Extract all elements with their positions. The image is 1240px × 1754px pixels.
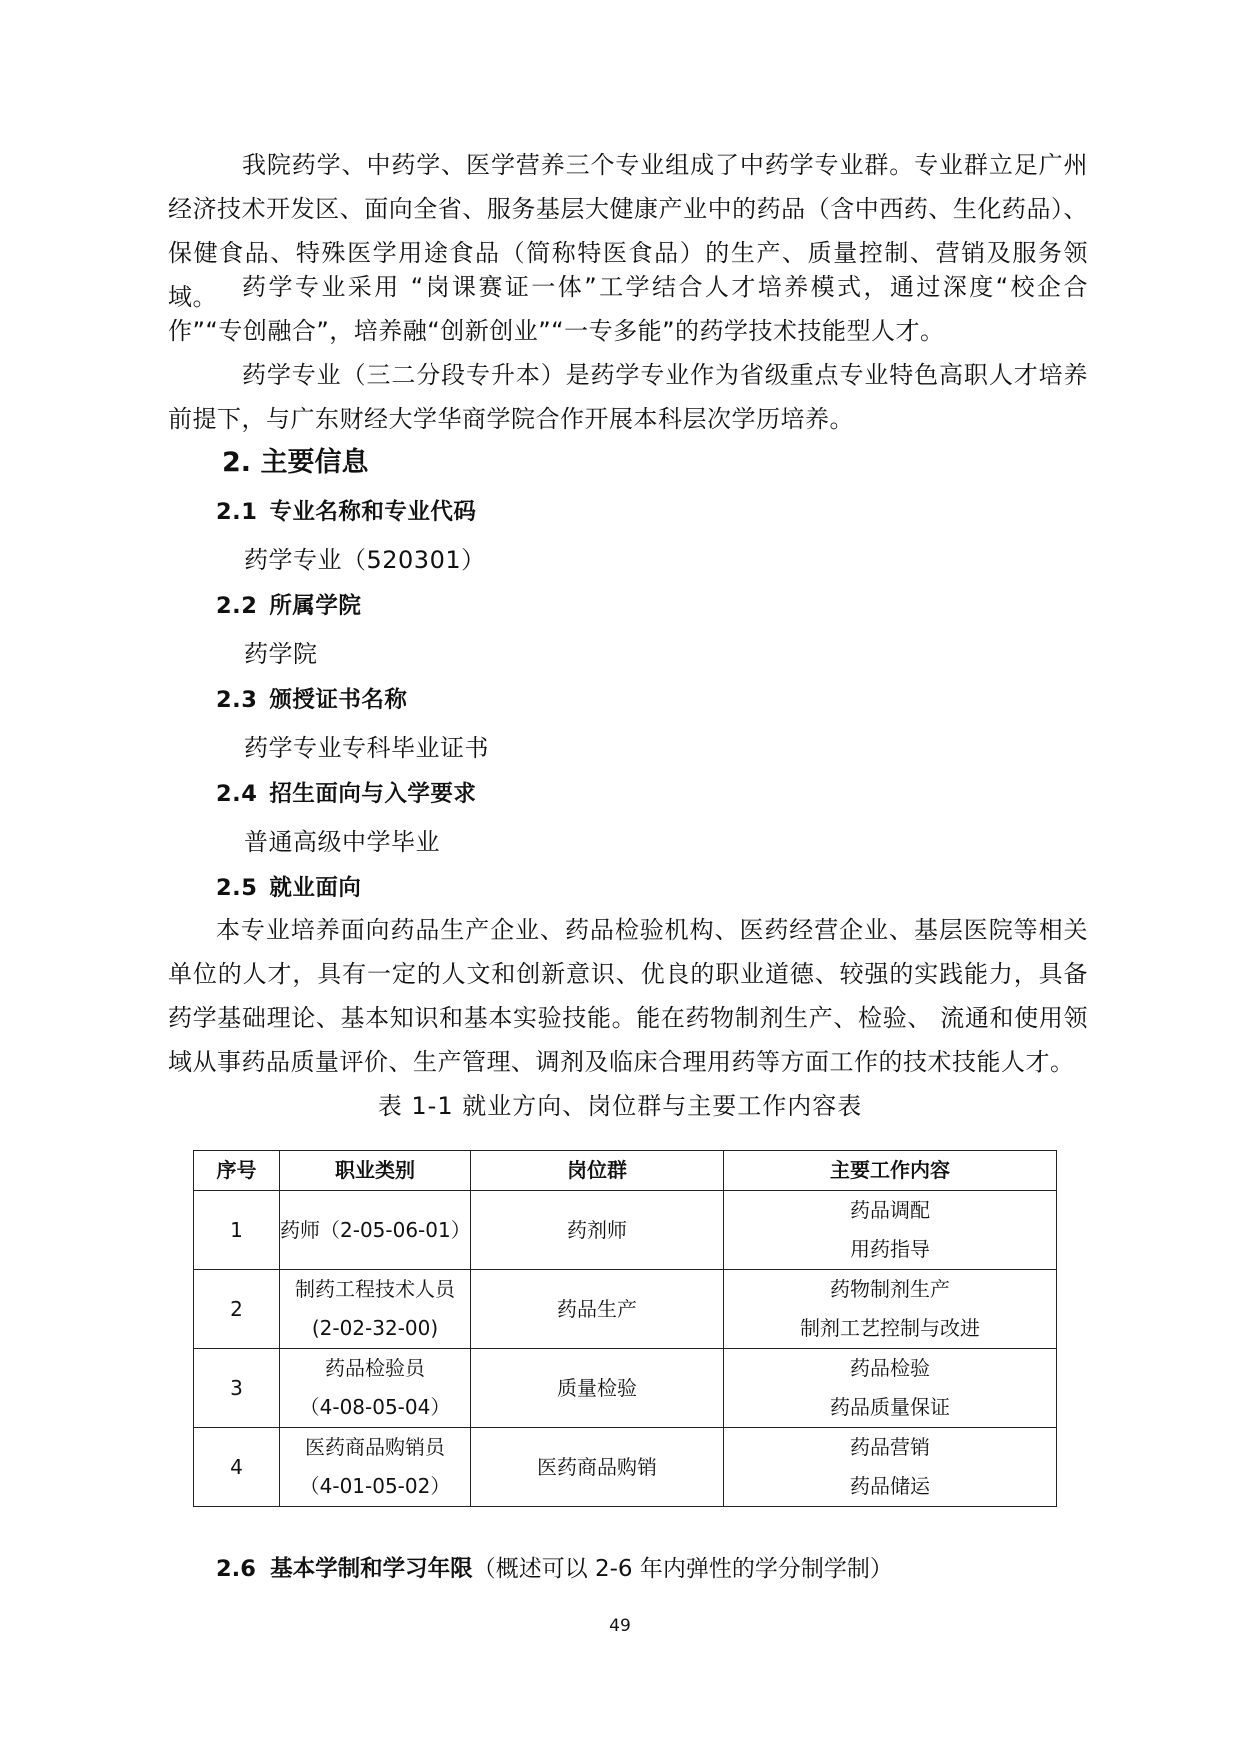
section-title: 专业名称和专业代码 (269, 499, 477, 525)
cell-work (724, 1270, 1057, 1349)
section-number: 2.5 (216, 875, 258, 901)
category-code: （4-01-05-02） (299, 1474, 451, 1498)
major-name-code: 药学专业（520301） (244, 546, 486, 574)
section-2-4-heading (216, 776, 476, 808)
section-2-5-heading (216, 870, 361, 902)
category-code: (2-02-32-00) (311, 1316, 439, 1340)
section-number: 2.1 (216, 499, 258, 525)
section-number: 2.3 (216, 687, 258, 713)
intro-paragraph-1: 我院药学、中药学、医学营养三个专业组成了中药学专业群。专业群立足广州经济技术开发区、面向全省、服务基层大健康产业中的药品（含中西药、生化药品）、保健食品、特殊医学用途食品（简称特医食品）的生产、质量控制、营销及服务领域。 (168, 151, 1088, 311)
cell-no: 1 (194, 1191, 280, 1270)
section-title: 就业面向 (269, 875, 362, 901)
cell-position: 质量检验 (471, 1349, 724, 1428)
employment-table (193, 1150, 1057, 1507)
category-line: 药师（2-05-06-01） (280, 1217, 471, 1242)
certificate-name: 药学专业专科毕业证书 (244, 734, 489, 762)
header-no: 序号 (194, 1151, 280, 1191)
work-line: 制剂工艺控制与改进 (800, 1316, 980, 1340)
admission-requirement: 普通高级中学毕业 (244, 828, 440, 856)
section-2-1-heading (216, 494, 476, 526)
work-line: 药品营销 (850, 1435, 930, 1459)
cell-no: 2 (194, 1270, 280, 1349)
work-line: 药品调配 (850, 1198, 930, 1222)
category-line: 医药商品购销员 (305, 1435, 445, 1459)
section-title: 基本学制和学习年限 (270, 1556, 473, 1582)
employment-orientation-paragraph: 本专业培养面向药品生产企业、药品检验机构、医药经营企业、基层医院等相关单位的人才，具有一定的人文和创新意识、优良的职业道德、较强的实践能力，具备药学基础理论、基本知识和基本实验技能。能在药物制剂生产、检验、 流通和使用领域从事药品质量评价、生产管理、调剂及临床合理用药等方面工作的技术技能人才。 (168, 916, 1088, 1076)
section-number: 2.6 (216, 1556, 256, 1582)
work-line: 药品质量保证 (830, 1395, 950, 1419)
cell-category (280, 1349, 471, 1428)
cell-no: 4 (194, 1428, 280, 1507)
category-line: 制药工程技术人员 (295, 1277, 455, 1301)
cell-position: 药剂师 (471, 1191, 724, 1270)
work-line: 用药指导 (850, 1237, 930, 1261)
cell-category (280, 1428, 471, 1507)
cell-category (280, 1191, 471, 1270)
table-caption: 表 1-1 就业方向、岗位群与主要工作内容表 (377, 1092, 863, 1120)
section-title: 招生面向与入学要求 (269, 781, 477, 807)
section-title: 颁授证书名称 (269, 687, 408, 713)
cell-position: 医药商品购销 (471, 1428, 724, 1507)
section-number: 2.4 (216, 781, 258, 807)
category-line: 药品检验员 (325, 1356, 425, 1380)
category-code: （4-08-05-04） (299, 1395, 451, 1419)
college-name: 药学院 (244, 640, 318, 668)
table-row (194, 1428, 1057, 1507)
header-category: 职业类别 (280, 1151, 471, 1191)
section-2-6-heading (216, 1550, 893, 1583)
cell-work (724, 1428, 1057, 1507)
work-line: 药品储运 (850, 1474, 930, 1498)
cell-work (724, 1349, 1057, 1428)
table-row (194, 1270, 1057, 1349)
header-position: 岗位群 (471, 1151, 724, 1191)
work-line: 药品检验 (850, 1356, 930, 1380)
header-work: 主要工作内容 (724, 1151, 1057, 1191)
cell-no: 3 (194, 1349, 280, 1428)
table-row (194, 1191, 1057, 1270)
intro-paragraph-3: 药学专业（三二分段专升本）是药学专业作为省级重点专业特色高职人才培养前提下，与广东财经大学华商学院合作开展本科层次学历培养。 (168, 361, 1088, 433)
work-line: 药物制剂生产 (830, 1277, 950, 1301)
section-note: （概述可以 2-6 年内弹性的学分制学制） (472, 1556, 893, 1582)
section-2-3-heading (216, 682, 407, 714)
table-row (194, 1349, 1057, 1428)
section-2-heading: 2. 主要信息 (222, 447, 369, 478)
section-number: 2.2 (216, 593, 258, 619)
table-header-row (194, 1151, 1057, 1191)
page-number: 49 (609, 1616, 631, 1636)
cell-category (280, 1270, 471, 1349)
cell-work (724, 1191, 1057, 1270)
section-title: 所属学院 (269, 593, 362, 619)
cell-position: 药品生产 (471, 1270, 724, 1349)
section-2-2-heading (216, 588, 361, 620)
intro-paragraph-2: 药学专业采用 “岗课赛证一体”工学结合人才培养模式，通过深度“校企合作”“专创融合”，培养融“创新创业”“一专多能”的药学技术技能型人才。 (168, 273, 1088, 345)
